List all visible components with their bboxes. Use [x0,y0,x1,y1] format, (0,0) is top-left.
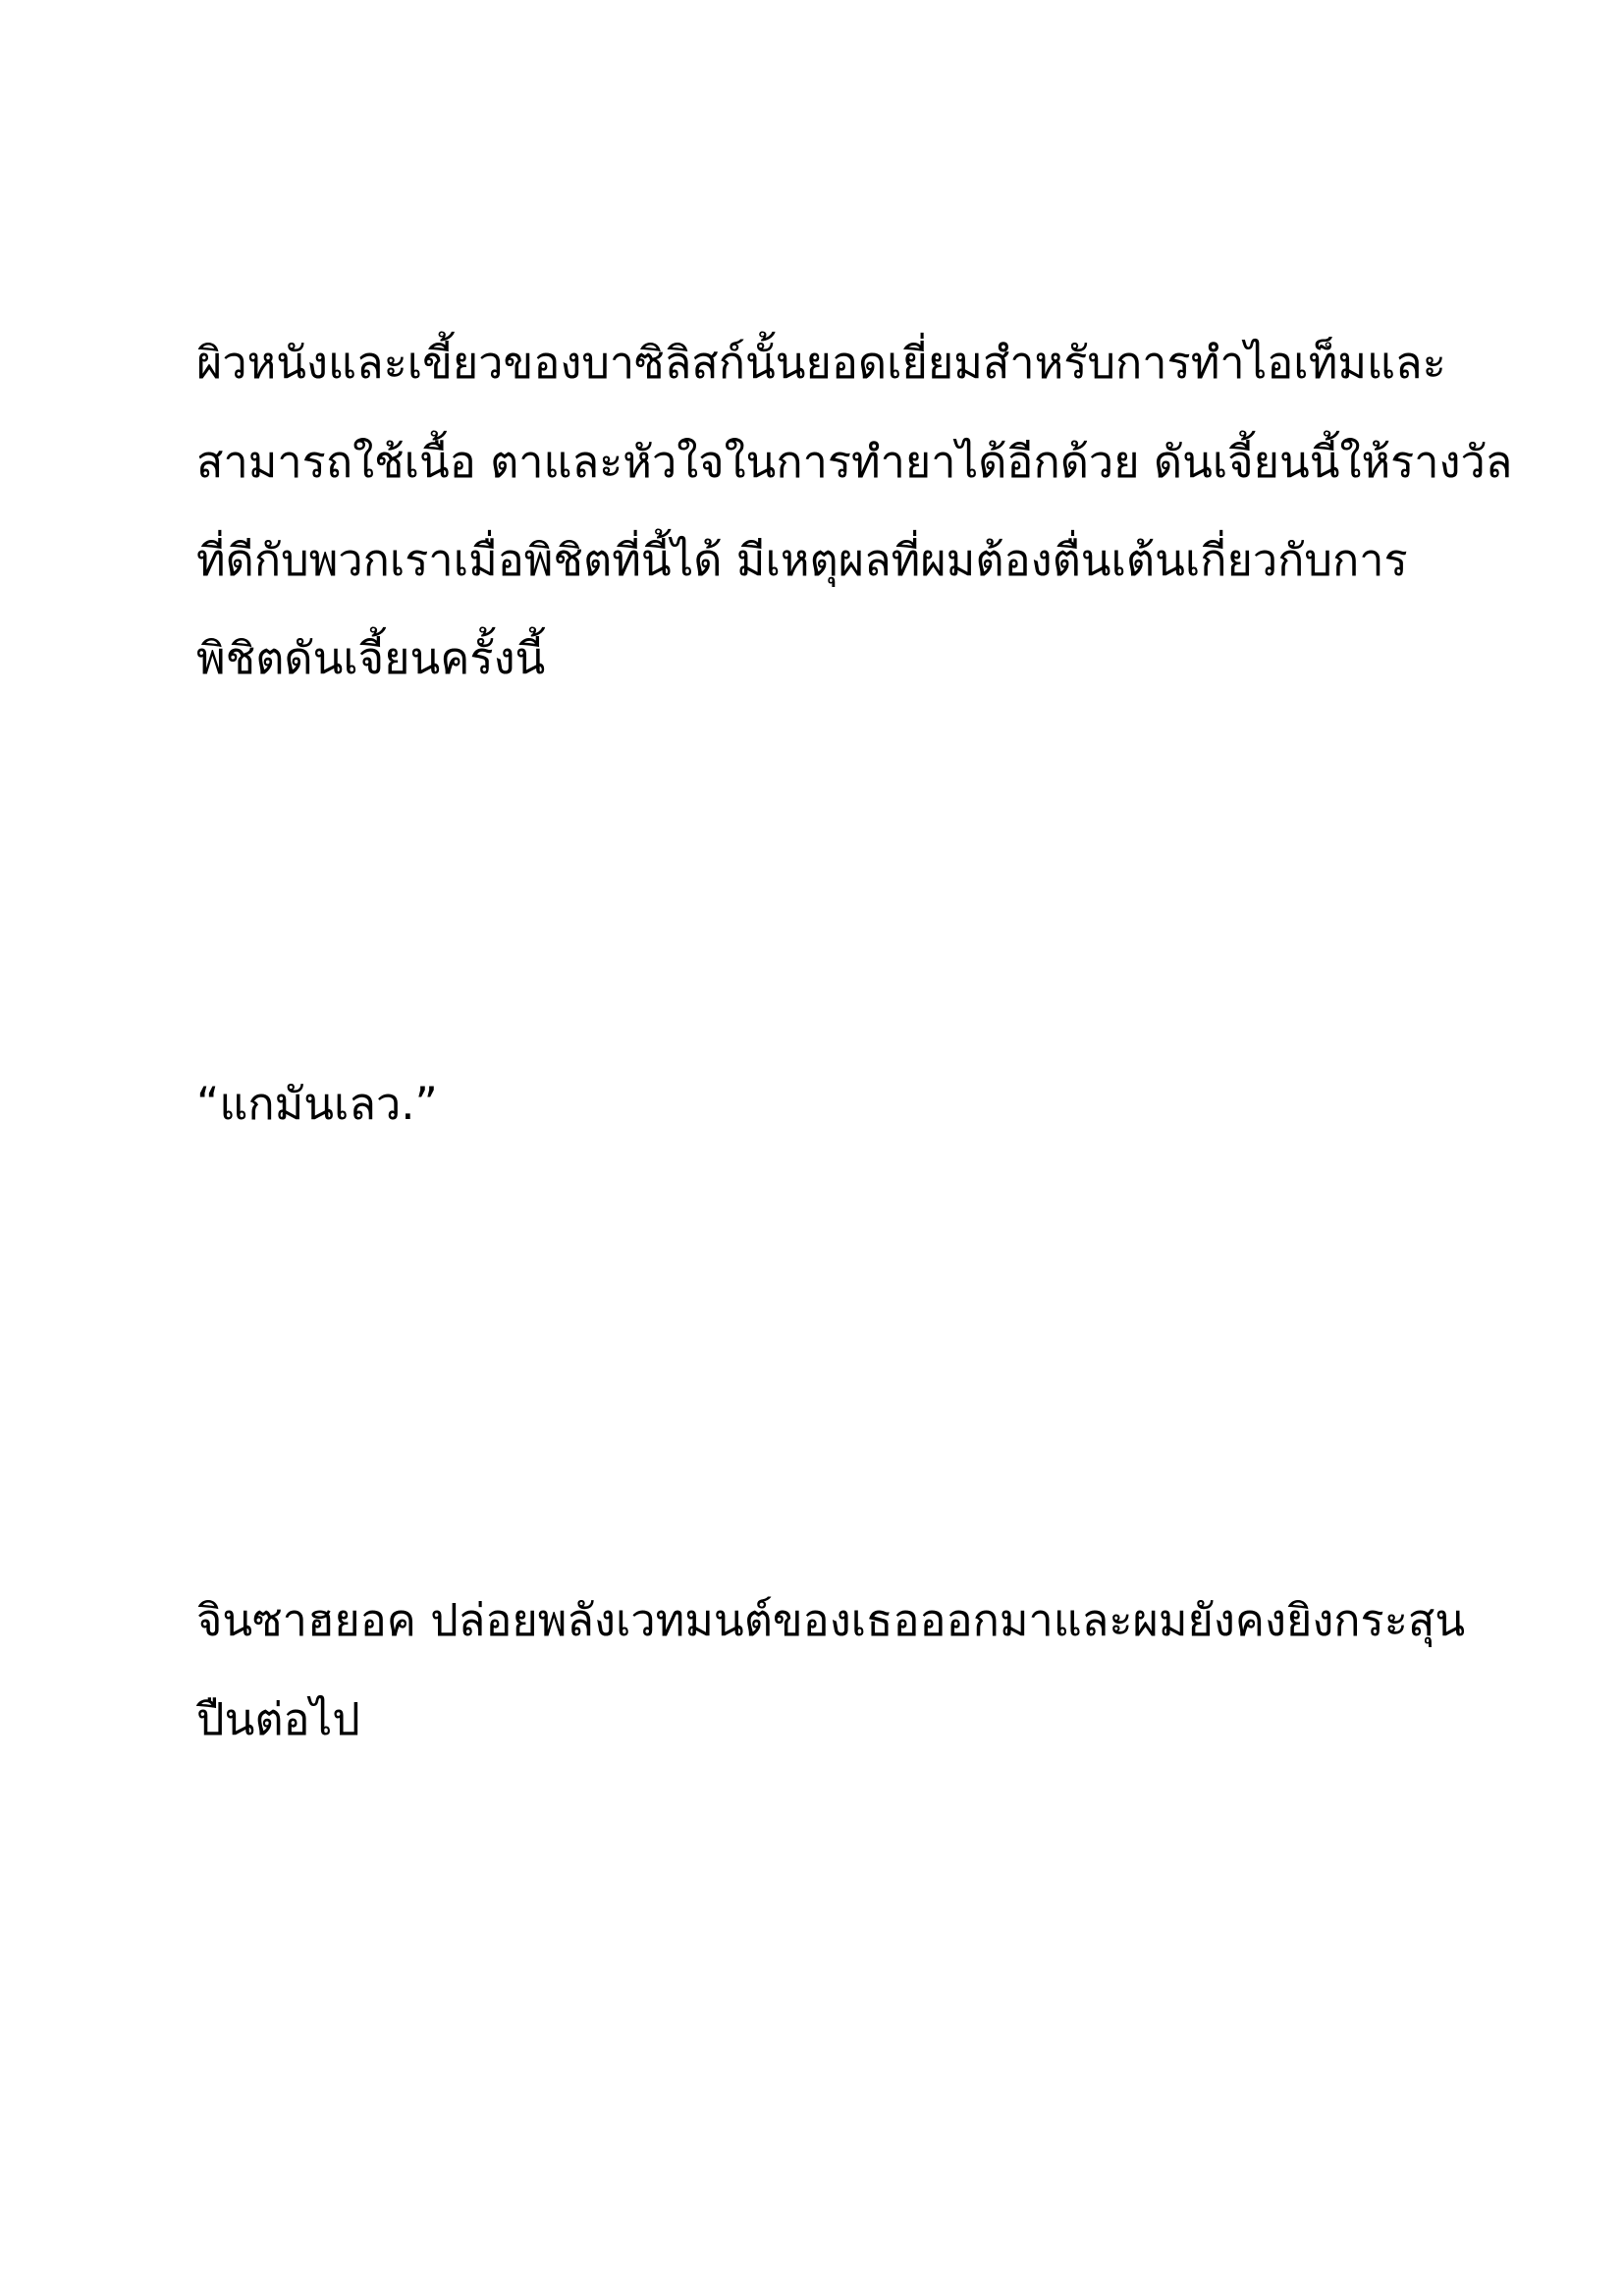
text-line: ผิวหนังและเขี้ยวของบาซิลิสก์นั้นยอดเยี่ยมสำหรับการทำไอเท็มและ [196,337,1446,389]
text-line: สามารถใช้เนื้อ ตาและหัวใจในการทำยาได้อีกด้วย ดันเจี้ยนนี้ให้รางวัล [196,436,1513,488]
text-line: จินซาฮยอค ปล่อยพลังเวทมนต์ของเธอออกมาและผมยังคงยิงกระสุน [196,1594,1466,1646]
text-line: พิชิตดันเจี้ยนครั้งนี้ [196,632,546,684]
text-line: ที่ดีกับพวกเราเมื่อพิชิตที่นี้ได้ มีเหตุผลที่ผมต้องตื่นเต้นเกี่ยวกับการ [196,534,1408,586]
text-line: ปืนต่อไป [196,1693,360,1745]
dialogue-line: “แกมันเลว.” [196,1078,438,1130]
